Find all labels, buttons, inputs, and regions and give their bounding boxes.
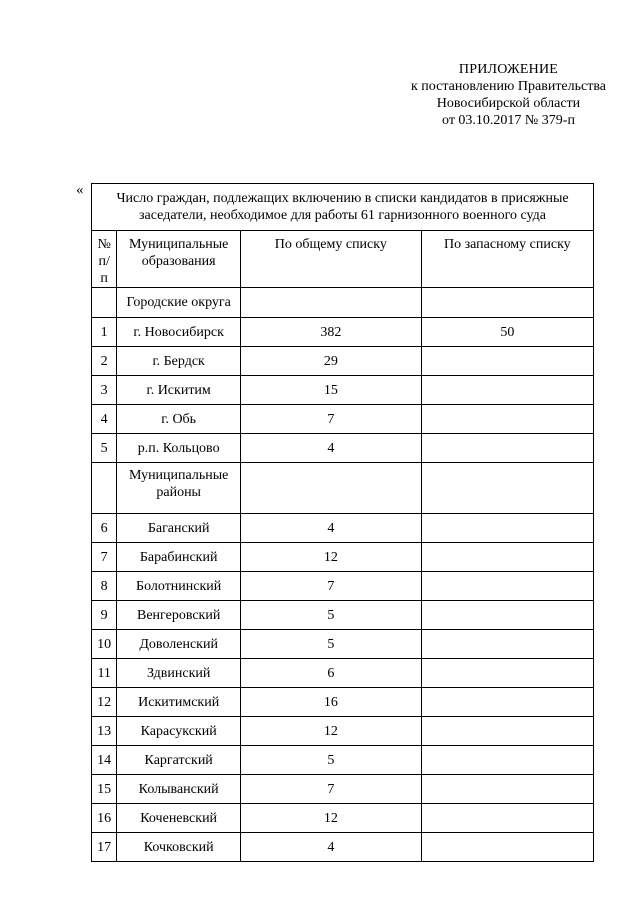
row-reserve-cell: [421, 833, 593, 862]
table-header-row: [92, 231, 594, 288]
row-num-cell: 11: [92, 659, 117, 688]
row-municipality-cell: Здвинский: [117, 659, 241, 688]
jurors-table: [91, 183, 594, 862]
section-num-cell: [92, 463, 117, 514]
section-num-cell: [92, 288, 117, 318]
row-municipality-cell: Искитимский: [117, 688, 241, 717]
row-num-cell: 5: [92, 434, 117, 463]
section-general-cell: [240, 463, 421, 514]
row-general-cell: 16: [240, 688, 421, 717]
table-row: [92, 746, 594, 775]
section-reserve-cell: [421, 288, 593, 318]
row-municipality-cell: Доволенский: [117, 630, 241, 659]
row-general-cell: 7: [240, 572, 421, 601]
row-general-cell: 29: [240, 347, 421, 376]
row-num-cell: 17: [92, 833, 117, 862]
table-row: [92, 833, 594, 862]
row-general-cell: 7: [240, 775, 421, 804]
row-reserve-cell: [421, 688, 593, 717]
row-num-cell: 10: [92, 630, 117, 659]
section-label: Муниципальные районы: [117, 463, 241, 514]
row-num-cell: 13: [92, 717, 117, 746]
section-row-municipal-districts: [92, 463, 594, 514]
column-header-reserve: По запасному списку: [421, 231, 593, 288]
appendix-line-date: от 03.10.2017 № 379-п: [442, 113, 575, 128]
row-municipality-cell: Венгеровский: [117, 601, 241, 630]
table-row: [92, 318, 594, 347]
table-row: [92, 659, 594, 688]
table-row: [92, 688, 594, 717]
row-num-cell: 14: [92, 746, 117, 775]
row-municipality-cell: г. Искитим: [117, 376, 241, 405]
table-row: [92, 804, 594, 833]
row-reserve-cell: 50: [421, 318, 593, 347]
row-reserve-cell: [421, 717, 593, 746]
section-label: Городские округа: [117, 288, 241, 318]
section-general-cell: [240, 288, 421, 318]
row-num-cell: 12: [92, 688, 117, 717]
table-row: [92, 572, 594, 601]
row-municipality-cell: р.п. Кольцово: [117, 434, 241, 463]
table-row: [92, 601, 594, 630]
row-num-cell: 8: [92, 572, 117, 601]
row-general-cell: 12: [240, 804, 421, 833]
appendix-line-region: Новосибирской области: [436, 96, 581, 111]
row-reserve-cell: [421, 514, 593, 543]
row-num-cell: 7: [92, 543, 117, 572]
row-num-cell: 16: [92, 804, 117, 833]
table-row: [92, 376, 594, 405]
row-general-cell: 5: [240, 630, 421, 659]
section-reserve-cell: [421, 463, 593, 514]
row-general-cell: 15: [240, 376, 421, 405]
column-header-municipality: Муниципальные образования: [117, 231, 241, 288]
row-reserve-cell: [421, 630, 593, 659]
section-row-city-districts: [92, 288, 594, 318]
row-reserve-cell: [421, 746, 593, 775]
opening-quote-mark: «: [76, 182, 84, 198]
table-row: [92, 630, 594, 659]
row-reserve-cell: [421, 405, 593, 434]
row-reserve-cell: [421, 376, 593, 405]
row-reserve-cell: [421, 543, 593, 572]
table-row: [92, 717, 594, 746]
row-reserve-cell: [421, 572, 593, 601]
table-row: [92, 543, 594, 572]
table-row: [92, 405, 594, 434]
row-general-cell: 4: [240, 434, 421, 463]
row-general-cell: 5: [240, 746, 421, 775]
row-reserve-cell: [421, 659, 593, 688]
row-num-cell: 4: [92, 405, 117, 434]
row-reserve-cell: [421, 775, 593, 804]
column-header-num: № п/п: [92, 231, 117, 288]
row-general-cell: 5: [240, 601, 421, 630]
row-num-cell: 2: [92, 347, 117, 376]
table-row: [92, 775, 594, 804]
table-row: [92, 434, 594, 463]
row-num-cell: 1: [92, 318, 117, 347]
row-general-cell: 12: [240, 717, 421, 746]
row-municipality-cell: г. Обь: [117, 405, 241, 434]
appendix-title: ПРИЛОЖЕНИЕ: [458, 62, 559, 77]
row-municipality-cell: Карасукский: [117, 717, 241, 746]
row-municipality-cell: Баганский: [117, 514, 241, 543]
row-municipality-cell: Коченевский: [117, 804, 241, 833]
row-general-cell: 12: [240, 543, 421, 572]
row-num-cell: 9: [92, 601, 117, 630]
row-num-cell: 15: [92, 775, 117, 804]
table-title-row: [92, 184, 594, 231]
row-general-cell: 4: [240, 514, 421, 543]
row-municipality-cell: г. Бердск: [117, 347, 241, 376]
column-header-general: По общему списку: [240, 231, 421, 288]
row-reserve-cell: [421, 601, 593, 630]
row-num-cell: 6: [92, 514, 117, 543]
appendix-header: [411, 61, 606, 129]
row-municipality-cell: Каргатский: [117, 746, 241, 775]
row-municipality-cell: Колыванский: [117, 775, 241, 804]
row-num-cell: 3: [92, 376, 117, 405]
row-municipality-cell: Кочковский: [117, 833, 241, 862]
table-row: [92, 347, 594, 376]
row-reserve-cell: [421, 347, 593, 376]
row-reserve-cell: [421, 804, 593, 833]
row-municipality-cell: Болотнинский: [117, 572, 241, 601]
row-reserve-cell: [421, 434, 593, 463]
row-general-cell: 382: [240, 318, 421, 347]
row-municipality-cell: Барабинский: [117, 543, 241, 572]
row-general-cell: 7: [240, 405, 421, 434]
appendix-line-decree: к постановлению Правительства: [410, 79, 606, 94]
row-municipality-cell: г. Новосибирск: [117, 318, 241, 347]
table-title: Число граждан, подлежащих включению в списки кандидатов в присяжные заседатели, необходимое для работы 61 гарнизонного военного суда: [92, 184, 594, 231]
row-general-cell: 4: [240, 833, 421, 862]
table-row: [92, 514, 594, 543]
row-general-cell: 6: [240, 659, 421, 688]
